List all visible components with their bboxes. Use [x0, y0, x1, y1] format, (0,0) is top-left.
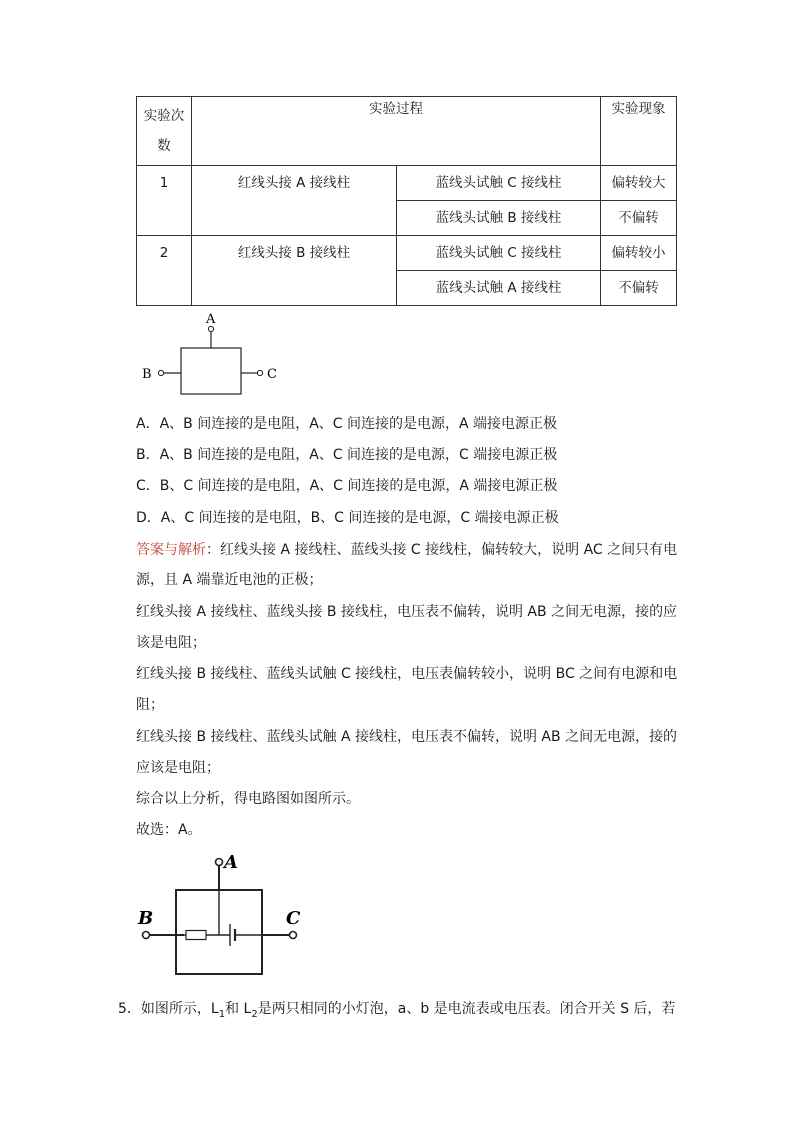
blue-probe-cell: 蓝线头试触 C 接线柱: [397, 236, 601, 271]
blue-probe-cell: 蓝线头试触 B 接线柱: [397, 201, 601, 236]
answer-line: 故选：A。: [136, 822, 202, 838]
answer-line: 应该是电阻；: [136, 760, 220, 776]
answer-line: 源，且 A 端靠近电池的正极；: [136, 572, 323, 588]
label-a: A: [206, 312, 216, 327]
label-c: C: [267, 367, 277, 382]
option-c: C．B、C 间连接的是电阻，A、C 间连接的是电源，A 端接电源正极: [136, 478, 558, 494]
option-d: D．A、C 间连接的是电阻，B、C 间连接的是电源，C 端接电源正极: [136, 510, 559, 526]
header-process: 实验过程: [192, 97, 601, 166]
solution-circuit-diagram: [136, 848, 316, 978]
terminal-b: [143, 932, 150, 939]
blue-probe-cell: 蓝线头试触 C 接线柱: [397, 166, 601, 201]
terminal-c: [290, 932, 297, 939]
experiment-table: [136, 96, 677, 306]
question-5: 5．如图所示，$L_1$和 $L_2$是两只相同的小灯泡，a、b 是电流表或电压表。闭合开关 S 后，若: [118, 1001, 676, 1020]
red-probe-cell: 红线头接 A 接线柱: [192, 166, 397, 236]
trial-number: 2: [137, 236, 192, 306]
table-row: [137, 236, 677, 271]
result-cell: 偏转较大: [601, 166, 677, 201]
label-c: C: [286, 908, 301, 929]
terminal-c: [257, 370, 262, 375]
option-b: B．A、B 间连接的是电阻，A、C 间连接的是电源，C 端接电源正极: [136, 447, 558, 463]
answer-line: 该是电阻；: [136, 635, 206, 651]
blue-probe-cell: 蓝线头试触 A 接线柱: [397, 271, 601, 306]
answer-line: 答案与解析：红线头接 A 接线柱、蓝线头接 C 接线柱，偏转较大，说明 AC 之间只有电: [136, 542, 678, 558]
black-box-diagram: [136, 306, 296, 402]
black-box: [181, 348, 241, 394]
label-a: A: [224, 852, 238, 873]
resistor: [186, 931, 206, 940]
result-cell: 偏转较小: [601, 236, 677, 271]
answer-line: 红线头接 A 接线柱、蓝线头接 B 接线柱，电压表不偏转，说明 AB 之间无电源，接的应: [136, 604, 678, 620]
answer-label: 答案与解析: [136, 542, 206, 558]
terminal-b: [158, 370, 163, 375]
result-cell: 不偏转: [601, 201, 677, 236]
red-probe-cell: 红线头接 B 接线柱: [192, 236, 397, 306]
label-b: B: [142, 367, 152, 382]
table-row: [137, 166, 677, 201]
option-a: A．A、B 间连接的是电阻，A、C 间连接的是电源，A 端接电源正极: [136, 416, 558, 432]
label-b: B: [138, 908, 154, 929]
table-header-row: [137, 97, 677, 166]
header-trial: 实验次 数: [137, 97, 192, 166]
answer-line: 红线头接 B 接线柱、蓝线头试触 A 接线柱，电压表不偏转，说明 AB 之间无电源，接的: [136, 729, 678, 745]
answer-line: 综合以上分析，得电路图如图所示。: [136, 791, 360, 807]
trial-number: 1: [137, 166, 192, 236]
answer-line: 阻；: [136, 697, 164, 713]
terminal-a: [208, 326, 213, 331]
header-phenomenon: 实验现象: [601, 97, 677, 166]
result-cell: 不偏转: [601, 271, 677, 306]
terminal-a: [216, 859, 223, 866]
answer-line: 红线头接 B 接线柱、蓝线头试触 C 接线柱，电压表偏转较小，说明 BC 之间有电源和电: [136, 666, 678, 682]
